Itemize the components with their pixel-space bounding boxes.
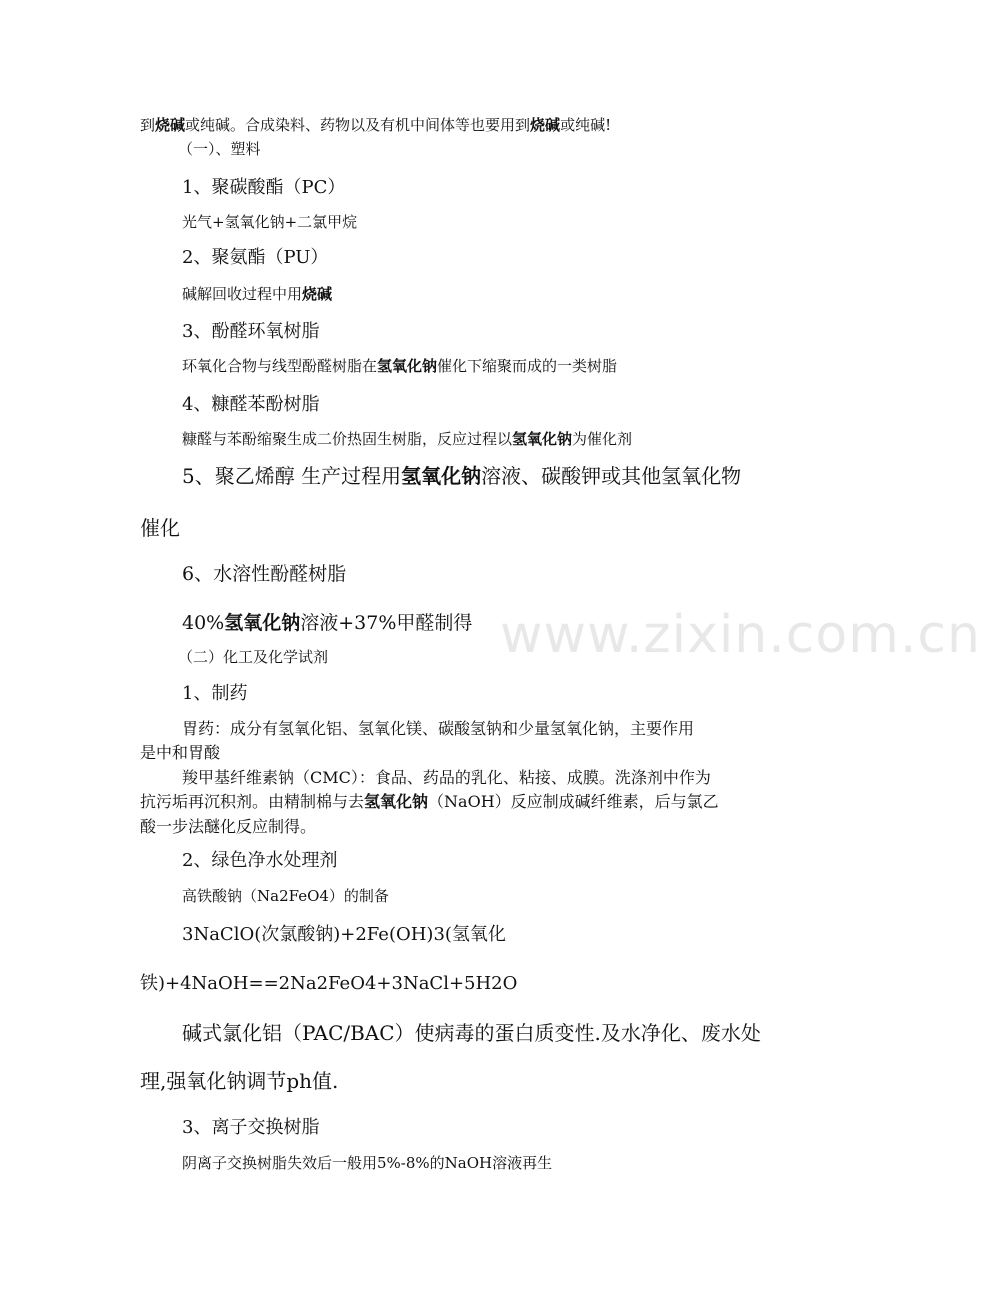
text-run: 抗污垢再沉积剂。由精制棉与去 [140,792,365,811]
item-text-pu [182,283,332,304]
text-run: 到 [140,116,156,134]
text-run: 糠醛与苯酚缩聚生成二价热固生树脂，反应过程以 [182,430,513,448]
text-run: 碱解回收过程中用 [182,285,303,303]
bold-term: 烧碱 [155,116,186,134]
text-run: 环氧化合物与线型酚醛树脂在 [182,357,378,375]
bold-term: 烧碱 [302,285,333,303]
item-text-ion-exchange: 阴离子交换树脂失效后一般用5%-8%的NaOH溶液再生 [182,1154,553,1172]
text-run: 为催化剂 [572,430,633,448]
paragraph-line: 碱式氯化铝（PAC/BAC）使病毒的蛋白质变性.及水净化、废水处 [182,1021,761,1045]
equation-line: 铁)+4NaOH==2Na2FeO4+3NaCl+5H2O [140,973,518,994]
text-run: （NaOH）反应制成碱纤维素，后与氯乙 [428,792,719,811]
text-line-1 [140,114,611,135]
item-text-pc: 光气+氢氧化钠+二氯甲烷 [182,213,358,231]
item-heading-water: 2、绿色净水处理剂 [182,850,338,871]
item-text-furfural [182,428,632,449]
item-heading-epoxy: 3、酚醛环氧树脂 [182,321,320,342]
equation-line: 3NaClO(次氯酸钠)+2Fe(OH)3(氢氧化 [182,924,506,945]
item-heading-pharma: 1、制药 [182,683,248,704]
paragraph-line: 理,强氧化钠调节ph值. [140,1069,339,1093]
paragraph-line: 羧甲基纤维素钠（CMC）：食品、药品的乳化、粘接、成膜。洗涤剂中作为 [182,768,711,787]
item-heading-pva-cont: 催化 [140,516,180,540]
paragraph-line: 胃药：成分有氢氧化铝、氢氧化镁、碳酸氢钠和少量氢氧化钠，主要作用 [182,719,695,738]
bold-term: 烧碱 [530,116,561,134]
item-heading-phenolic: 6、水溶性酚醛树脂 [182,563,347,585]
item-heading-furfural: 4、糠醛苯酚树脂 [182,394,320,415]
item-text-ferrate: 高铁酸钠（Na2FeO4）的制备 [182,887,389,905]
item-heading-ion-exchange: 3、离子交换树脂 [182,1117,320,1138]
text-run: 5、聚乙烯醇 生产过程用 [182,464,402,488]
text-run: 40% [182,612,225,634]
item-text-epoxy [182,355,617,376]
text-run: 或纯碱。合成染料、药物以及有机中间体等也要用到 [185,116,531,134]
text-run: 溶液、碳酸钾或其他氢氧化物 [481,464,742,488]
paragraph-line: 酸一步法醚化反应制得。 [140,817,317,836]
bold-term: 氢氧化钠 [401,464,482,488]
watermark: www.zixin.com.cn [500,605,981,665]
text-run: 或纯碱! [560,116,612,134]
paragraph-line [140,789,719,812]
bold-term: 氢氧化钠 [512,430,573,448]
item-heading-pu: 2、聚氨酯（PU） [182,247,329,268]
bold-term: 氢氧化钠 [224,612,301,634]
section-heading-chemicals: （二）化工及化学试剂 [178,648,329,666]
text-run: 催化下缩聚而成的一类树脂 [437,357,618,375]
item-heading-pva [182,460,741,489]
bold-term: 氢氧化钠 [364,792,429,811]
item-heading-pc: 1、聚碳酸酯（PC） [182,177,346,198]
paragraph-line: 是中和胃酸 [140,743,221,762]
section-heading-plastics: （一）、塑料 [178,140,261,158]
text-run: 溶液+37%甲醛制得 [300,612,473,634]
bold-term: 氢氧化钠 [377,357,438,375]
item-text-phenolic [182,608,472,635]
